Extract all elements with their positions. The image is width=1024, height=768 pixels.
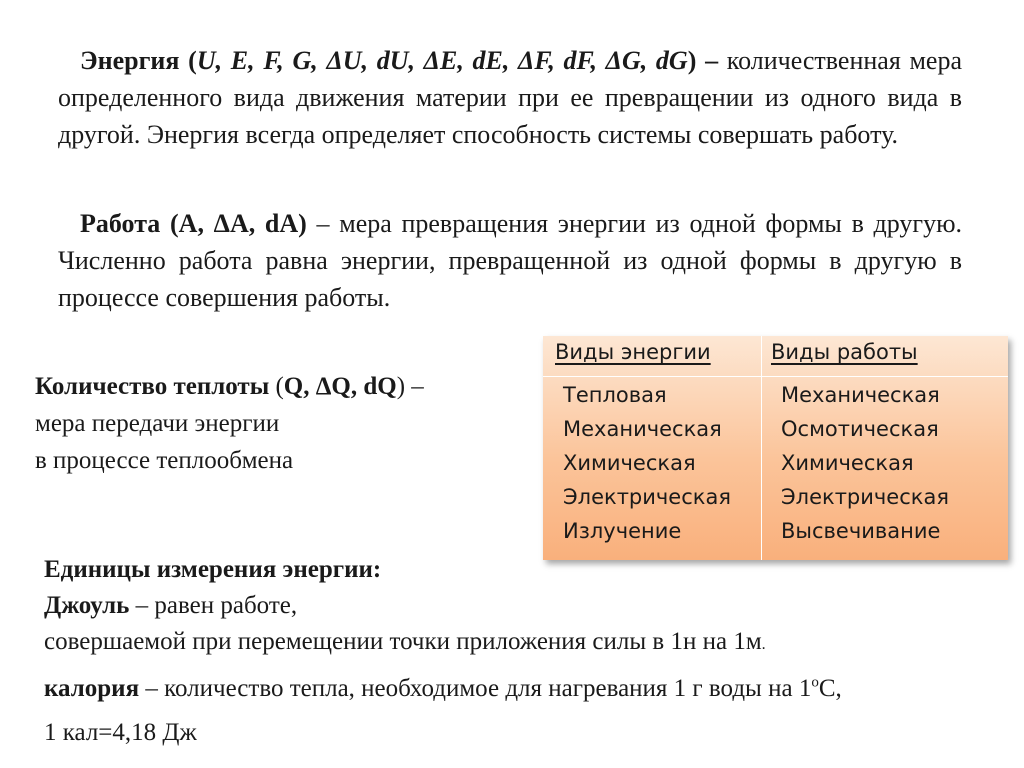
work-definition: Работа (A, ΔA, dA) – мера превращения энергии из одной формы в другую. Численно работа равна энергии, превращенной из одной формы в другую в процессе совершения работы.: [58, 209, 963, 312]
types-table: [543, 336, 1008, 560]
header-energy-types: Виды энергии: [555, 340, 711, 364]
header-divider: [543, 376, 1008, 377]
list-item: Электрическая: [781, 485, 949, 509]
energy-definition-text: количественная мера определенного вида движения материи при ее превращении из одного вида в другой. Энергия всегда определяет способность системы совершать работу.: [58, 46, 962, 149]
joule-end: .: [761, 636, 766, 653]
calorie-term: калория: [44, 675, 140, 702]
degree-sup: о: [811, 674, 819, 691]
energy-term: Энергия: [80, 46, 180, 75]
calorie-text: – количество тепла, необходимое для нагревания 1 г воды на 1: [145, 675, 812, 702]
energy-symbols: U, E, F, G, ΔU, dU, ΔE, dE, ΔF, dF, ΔG, dG: [196, 46, 688, 75]
list-item: Химическая: [781, 451, 914, 475]
heat-dash: –: [411, 373, 424, 400]
joule-text-2: совершаемой при перемещении точки приложения силы в 1н на 1м: [44, 628, 762, 655]
units-heading: Единицы измерения энергии:: [44, 556, 382, 583]
joule-text: – равен работе,: [135, 592, 298, 619]
list-item: Излучение: [563, 519, 682, 543]
heat-symbols: Q, ΔQ, dQ: [283, 373, 397, 400]
joule-term: Джоуль: [44, 592, 130, 619]
heat-line-3: в процессе теплообмена: [35, 447, 294, 474]
list-item: Механическая: [781, 383, 940, 407]
column-divider: [761, 336, 762, 560]
heat-term: Количество теплоты: [35, 373, 270, 400]
list-item: Химическая: [563, 451, 696, 475]
list-item: Тепловая: [563, 383, 667, 407]
calorie-conversion: 1 кал=4,18 Дж: [44, 719, 197, 746]
energy-dash: –: [705, 46, 719, 75]
work-types-list: [781, 378, 949, 548]
list-item: Высвечивание: [781, 519, 941, 543]
list-item: Электрическая: [563, 485, 731, 509]
calorie-end: С,: [818, 675, 842, 702]
energy-units: [44, 552, 984, 751]
header-work-types: Виды работы: [771, 340, 918, 364]
work-symbols: A, ΔA, dA: [178, 209, 299, 238]
list-item: Осмотическая: [781, 417, 939, 441]
energy-types-list: [563, 378, 731, 548]
heat-definition: Количество теплоты (Q, ΔQ, dQ) – мера передачи энергии в процессе теплообмена: [35, 368, 535, 479]
energy-definition: Энергия (U, E, F, G, ΔU, dU, ΔE, dE, ΔF, dF, ΔG, dG) – количественная мера определенного вида движения материи при ее превращении из одного вида в другой. Энергия всегда определяет способность системы совершать работу.: [58, 46, 962, 149]
heat-line-2: мера передачи энергии: [35, 410, 280, 437]
list-item: Механическая: [563, 417, 722, 441]
work-definition-text: – мера превращения энергии из одной формы в другую. Численно работа равна энергии, превращенной из одной формы в другую в процессе совершения работы.: [58, 209, 963, 312]
work-term: Работа: [80, 209, 161, 238]
